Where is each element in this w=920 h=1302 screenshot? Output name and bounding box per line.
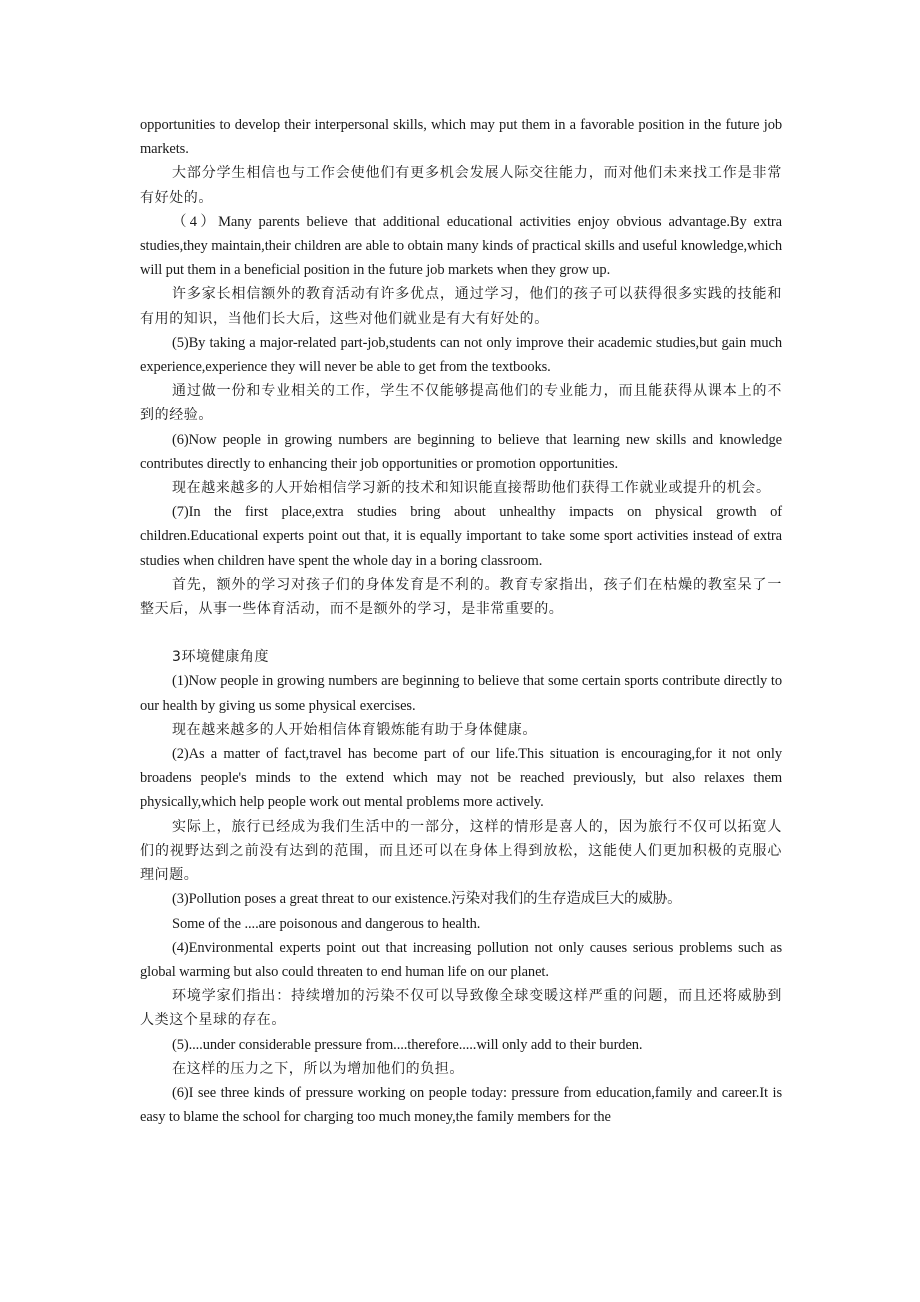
document-body xyxy=(140,113,782,1129)
paragraph-env-translation-4: 环境学家们指出：持续增加的污染不仅可以导致像全球变暖这样严重的问题，而且还将威胁到人类这个星球的存在。 xyxy=(140,988,782,1029)
paragraph-item-4: （4）Many parents believe that additional educational activities enjoy obvious advantage.By extra studies,they maintain,their children are able to obtain many kinds of practical skills and useful knowledge,which will put them in a beneficial position in the future job markets when they grow up. xyxy=(140,213,782,279)
paragraph-env-translation-5: 在这样的压力之下，所以为增加他们的负担。 xyxy=(172,1060,464,1077)
paragraph-env-item-4: (4)Environmental experts point out that increasing pollution not only causes serious problems such as global warming but also could threaten to end human life on our planet. xyxy=(140,939,782,980)
paragraph-env-translation-1: 现在越来越多的人开始相信体育锻炼能有助于身体健康。 xyxy=(172,721,537,738)
paragraph-env-item-3-note: Some of the ....are poisonous and dangerous to health. xyxy=(172,915,481,932)
paragraph-item-7: (7)In the first place,extra studies bring about unhealthy impacts on physical growth of children.Educational experts point out that, it is equally important to take some sport activities instead of extra studies when children have spent the whole day in a boring classroom. xyxy=(140,504,782,569)
paragraph-translation-5: 通过做一份和专业相关的工作，学生不仅能够提高他们的专业能力，而且能获得从课本上的不到的经验。 xyxy=(140,383,782,424)
paragraph-env-translation-2: 实际上，旅行已经成为我们生活中的一部分，这样的情形是喜人的，因为旅行不仅可以拓宽人们的视野达到之前没有达到的范围，而且还可以在身体上得到放松，这能使人们更加积极的克服心理问题。 xyxy=(140,818,782,884)
section-heading: 3环境健康角度 xyxy=(172,649,270,666)
paragraph-env-item-5: (5)....under considerable pressure from....therefore.....will only add to their burden. xyxy=(172,1036,643,1053)
paragraph-translation-1: 大部分学生相信也与工作会使他们有更多机会发展人际交往能力，而对他们未来找工作是非常有好处的。 xyxy=(140,165,782,206)
paragraph-env-item-1: (1)Now people in growing numbers are beginning to believe that some certain sports contribute directly to our health by giving us some physical exercises. xyxy=(140,673,782,714)
paragraph-env-item-3: (3)Pollution poses a great threat to our existence.污染对我们的生存造成巨大的威胁。 xyxy=(172,891,682,908)
paragraph-item-5: (5)By taking a major-related part-job,students can not only improve their academic studies,but gain much experience,experience they will never be able to get from the textbooks. xyxy=(140,334,782,376)
paragraph-item-6: (6)Now people in growing numbers are beginning to believe that learning new skills and knowledge contributes directly to enhancing their job opportunities or promotion opportunities. xyxy=(140,431,782,472)
paragraph-translation-7: 首先，额外的学习对孩子们的身体发育是不利的。教育专家指出，孩子们在枯燥的教室呆了一整天后，从事一些体育活动，而不是额外的学习，是非常重要的。 xyxy=(140,576,782,618)
paragraph-intro-continuation: opportunities to develop their interpersonal skills, which may put them in a favorable position in the future job markets. xyxy=(140,117,782,158)
paragraph-env-item-6: (6)I see three kinds of pressure working on people today: pressure from education,family and career.It is easy to blame the school for charging too much money,the family members for the xyxy=(140,1084,782,1126)
paragraph-translation-4: 许多家长相信额外的教育活动有许多优点，通过学习，他们的孩子可以获得很多实践的技能和有用的知识，当他们长大后，这些对他们就业是有大有好处的。 xyxy=(140,286,782,327)
paragraph-env-item-2: (2)As a matter of fact,travel has become part of our life.This situation is encouraging,for it not only broadens people's minds to the extend which may not be reached previously, but also relaxes them physically,which help people work out mental problems more actively. xyxy=(140,746,782,811)
paragraph-translation-6: 现在越来越多的人开始相信学习新的技术和知识能直接帮助他们获得工作就业或提升的机会。 xyxy=(172,480,771,497)
